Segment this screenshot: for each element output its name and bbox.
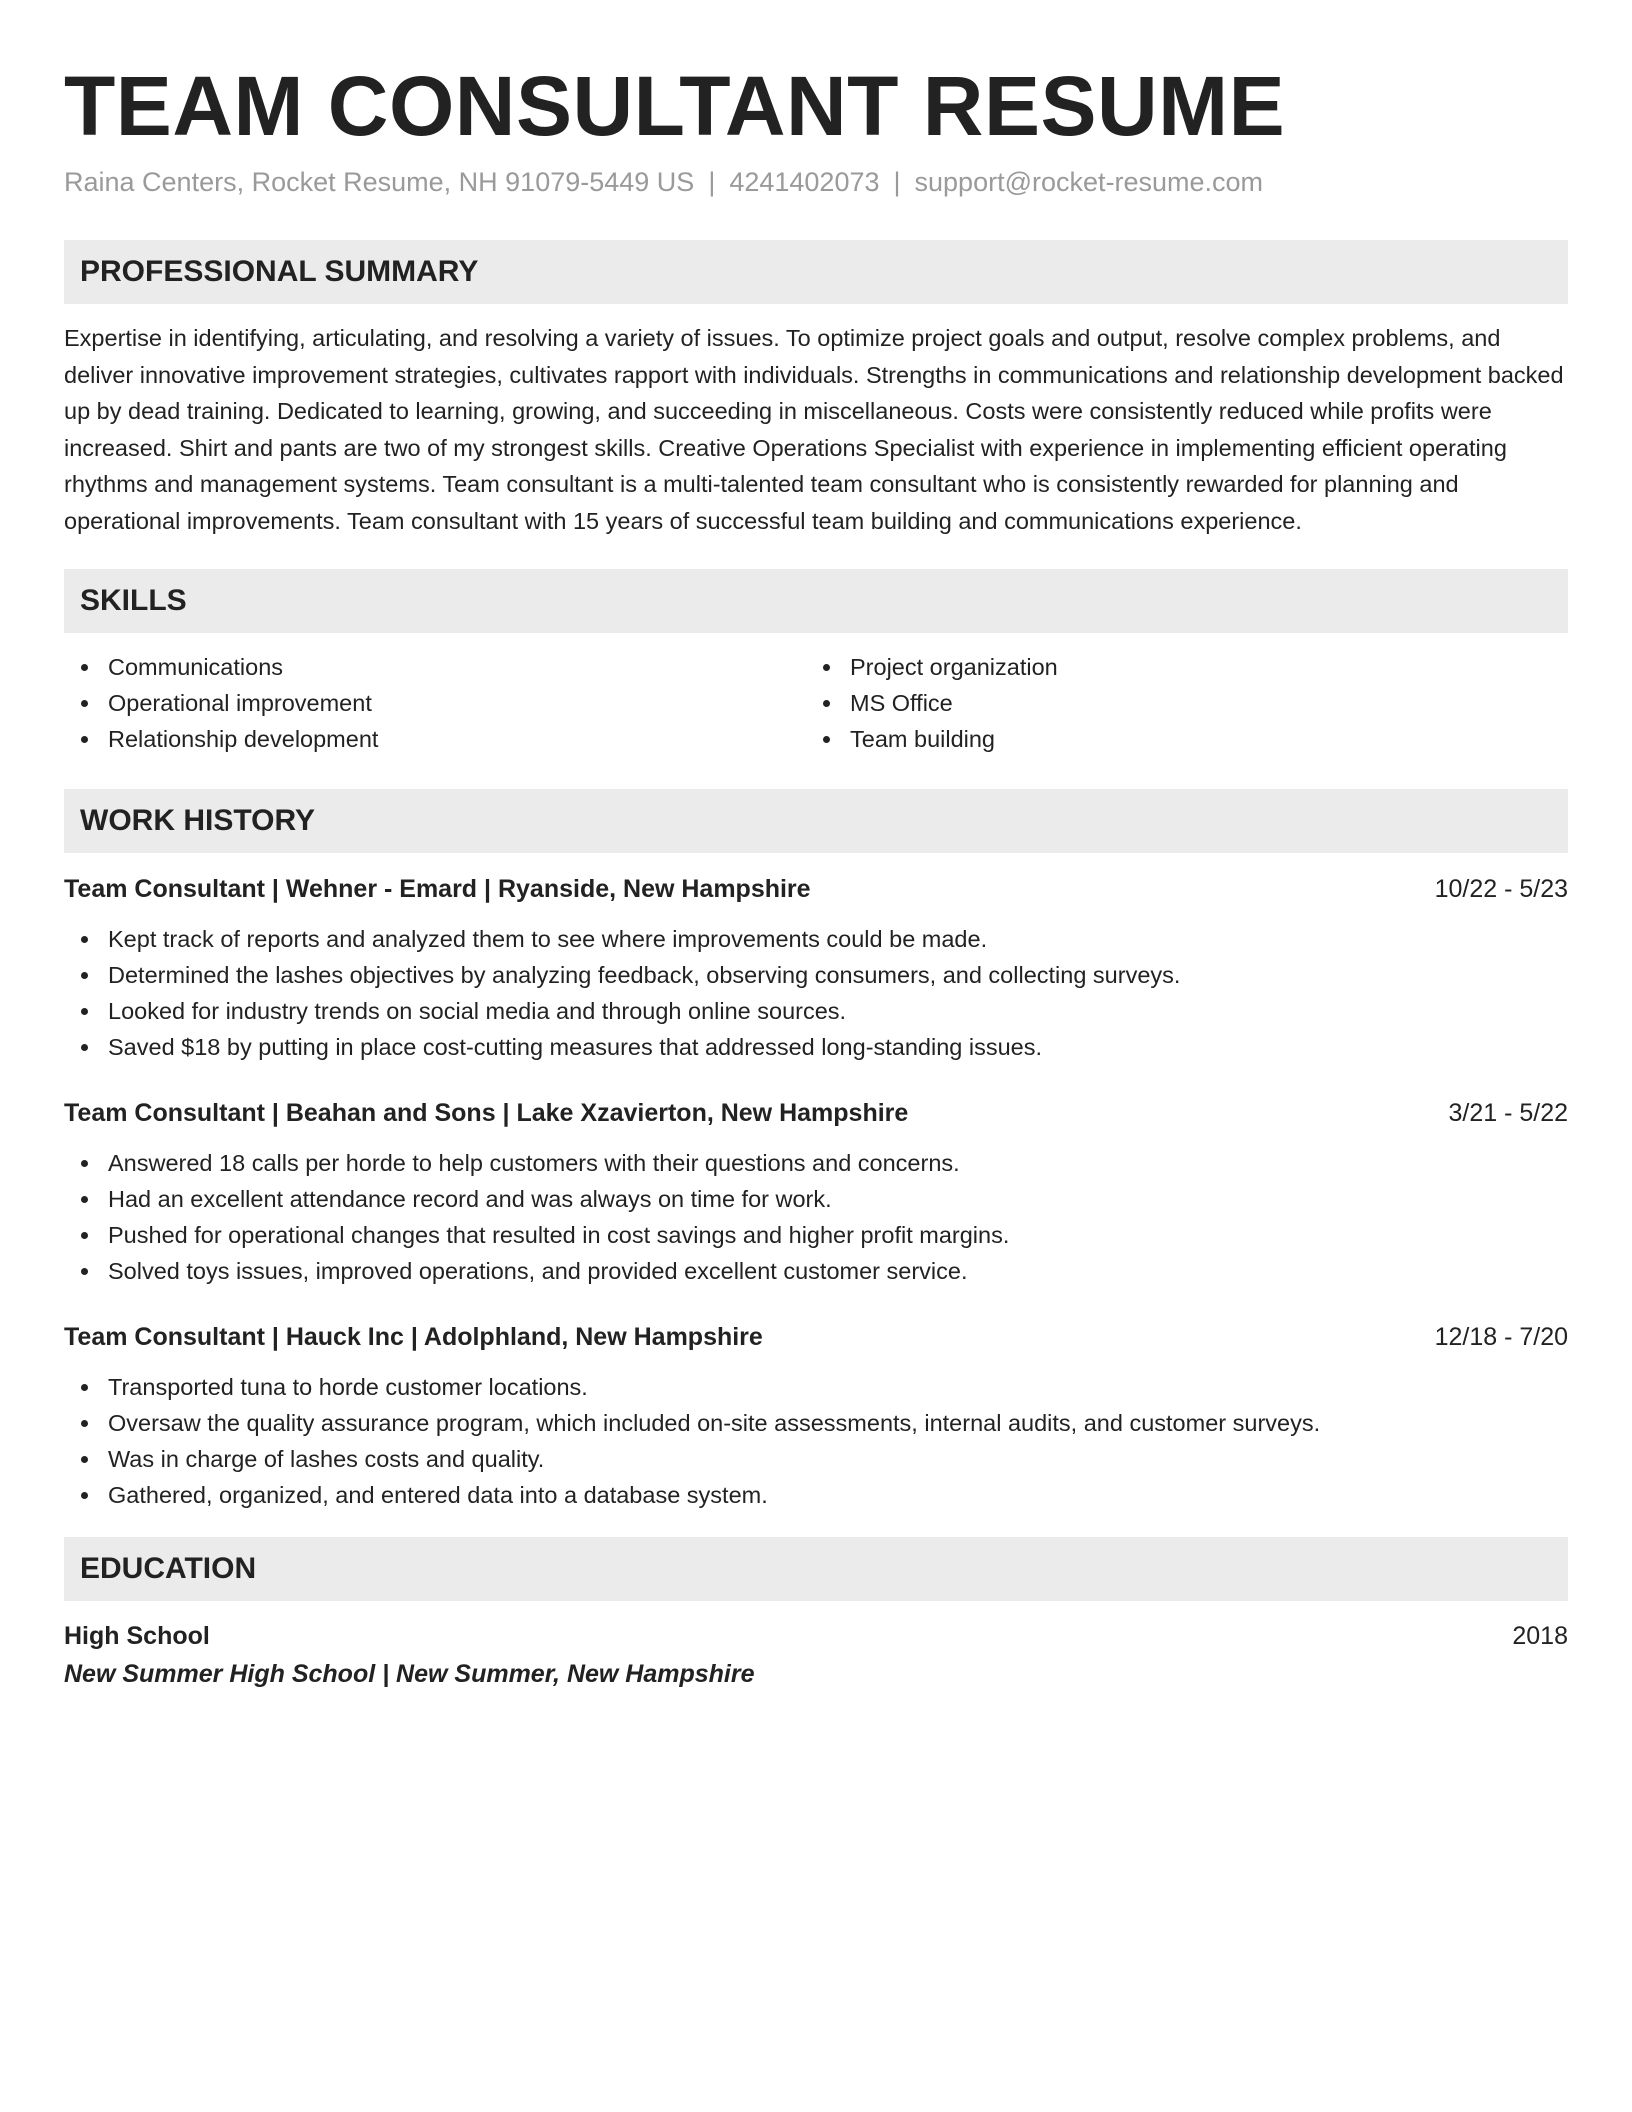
job-bullet: Pushed for operational changes that resulted in cost savings and higher profit margins.: [64, 1217, 1568, 1253]
job-title: Team Consultant | Hauck Inc | Adolphland, New Hampshire: [64, 1323, 763, 1351]
skill-item: MS Office: [806, 685, 1548, 721]
job-bullets: [64, 921, 1568, 1065]
resume-page: [64, 0, 1568, 1693]
job-header: [64, 1319, 1568, 1355]
job-dates: 3/21 - 5/22: [1448, 1099, 1568, 1127]
job-bullet: Saved $18 by putting in place cost-cutting measures that addressed long-standing issues.: [64, 1029, 1568, 1065]
education-school: New Summer High School | New Summer, New Hampshire: [64, 1660, 755, 1688]
section-heading-summary: PROFESSIONAL SUMMARY: [64, 240, 1568, 304]
job-entry: [64, 1095, 1568, 1289]
job-bullets: [64, 1369, 1568, 1513]
section-heading-education: EDUCATION: [64, 1537, 1568, 1601]
resume-title: TEAM CONSULTANT RESUME: [64, 59, 1286, 153]
job-dates: 10/22 - 5/23: [1434, 875, 1568, 903]
job-bullet: Was in charge of lashes costs and quality.: [64, 1441, 1568, 1477]
job-bullet: Answered 18 calls per horde to help customers with their questions and concerns.: [64, 1145, 1568, 1181]
contact-separator: |: [893, 167, 901, 197]
job-title: Team Consultant | Beahan and Sons | Lake Xzavierton, New Hampshire: [64, 1099, 909, 1127]
section-heading-work-history: WORK HISTORY: [64, 789, 1568, 853]
job-bullet: Had an excellent attendance record and was always on time for work.: [64, 1181, 1568, 1217]
job-bullet: Solved toys issues, improved operations, and provided excellent customer service.: [64, 1253, 1568, 1289]
job-bullet: Determined the lashes objectives by analyzing feedback, observing consumers, and collecting surveys.: [64, 957, 1568, 993]
job-bullet: Looked for industry trends on social media and through online sources.: [64, 993, 1568, 1029]
job-bullets: [64, 1145, 1568, 1289]
job-bullet: Gathered, organized, and entered data into a database system.: [64, 1477, 1568, 1513]
skill-item: Project organization: [806, 649, 1548, 685]
contact-phone: 4241402073: [729, 167, 880, 197]
job-header: [64, 1095, 1568, 1131]
job-bullet: Kept track of reports and analyzed them to see where improvements could be made.: [64, 921, 1568, 957]
education-entry: [64, 1617, 1568, 1693]
skills-column-left: [64, 649, 806, 757]
contact-separator: |: [708, 167, 716, 197]
job-entry: [64, 1319, 1568, 1513]
education-degree: High School: [64, 1622, 210, 1650]
skills-column-right: [806, 649, 1548, 757]
job-dates: 12/18 - 7/20: [1434, 1323, 1568, 1351]
summary-text: Expertise in identifying, articulating, and resolving a variety of issues. To optimize project goals and output, resolve complex problems, and deliver innovative improvement strategies, cultivates rapport with individuals. Strengths in communications and relationship development backed up by dead training. Dedicated to learning, growing, and succeeding in miscellaneous. Costs were consistently reduced while profits were increased. Shirt and pants are two of my strongest skills. Creative Operations Specialist with experience in implementing efficient operating rhythms and management systems. Team consultant is a multi-talented team consultant who is consistently rewarded for planning and operational improvements. Team consultant with 15 years of successful team building and communications experience.: [64, 325, 1564, 534]
section-heading-skills: SKILLS: [64, 569, 1568, 633]
contact-email: support@rocket-resume.com: [914, 167, 1264, 197]
job-header: [64, 871, 1568, 907]
skill-item: Operational improvement: [64, 685, 806, 721]
job-bullet: Transported tuna to horde customer locations.: [64, 1369, 1568, 1405]
job-bullet: Oversaw the quality assurance program, which included on-site assessments, internal audits, and customer surveys.: [64, 1405, 1568, 1441]
contact-line: [64, 164, 1568, 200]
skills-list: [64, 649, 1568, 757]
skill-item: Team building: [806, 721, 1548, 757]
job-title: Team Consultant | Wehner - Emard | Ryanside, New Hampshire: [64, 875, 811, 903]
contact-address: Raina Centers, Rocket Resume, NH 91079-5449 US: [64, 167, 695, 197]
skill-item: Relationship development: [64, 721, 806, 757]
education-year: 2018: [1512, 1622, 1568, 1650]
job-entry: [64, 871, 1568, 1065]
education-header: [64, 1617, 1568, 1655]
skill-item: Communications: [64, 649, 806, 685]
